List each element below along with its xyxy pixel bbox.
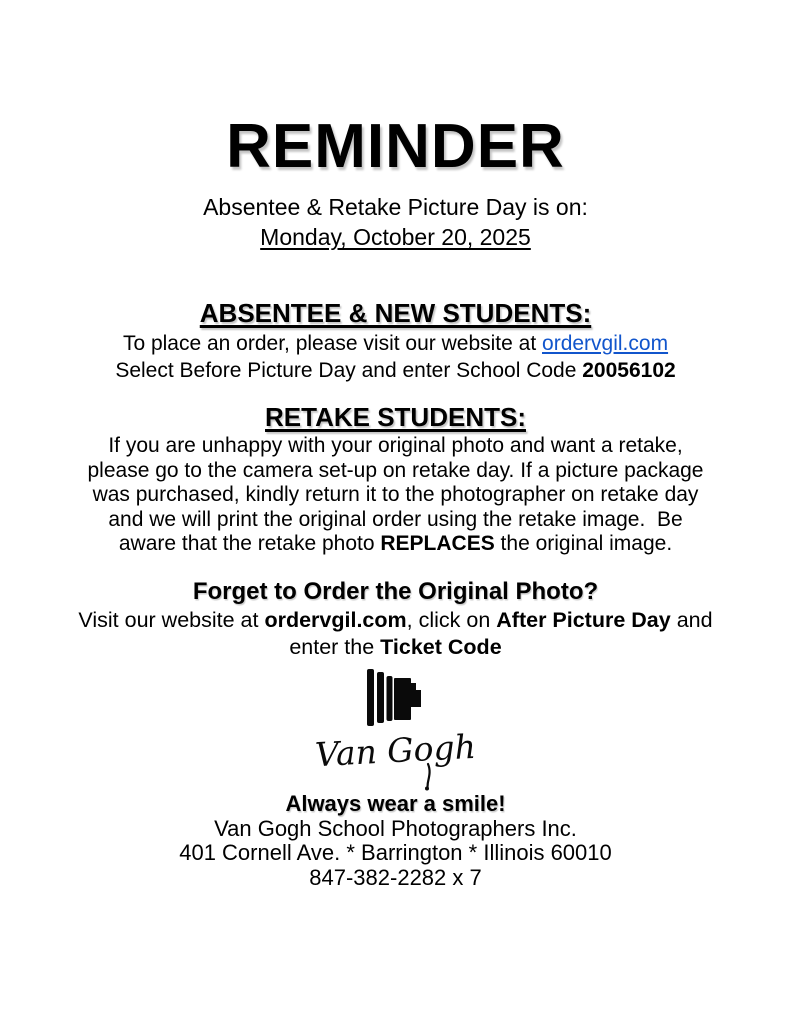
- van-gogh-logo: [0, 669, 791, 791]
- forget-line-2: [0, 634, 791, 661]
- ordervgil-link[interactable]: ordervgil.com: [542, 332, 669, 355]
- retake-last-post: the original image.: [494, 532, 673, 556]
- retake-line: If you are unhappy with your original photo and want a retake,: [108, 434, 683, 457]
- retake-line: please go to the camera set-up on retake day. If a picture package: [87, 458, 704, 482]
- after-picture-day-bold: After Picture Day: [496, 607, 671, 632]
- retake-line-last: [0, 532, 791, 557]
- forget-l2-seg1: enter the: [289, 634, 381, 659]
- replaces-emphasis: REPLACES: [380, 532, 495, 556]
- picture-day-date: Monday, October 20, 2025: [260, 224, 531, 250]
- absentee-line1-text: To place an order, please visit our website at: [122, 332, 543, 355]
- retake-last-pre: aware that the retake photo: [118, 532, 381, 556]
- absentee-line-1: [0, 330, 791, 357]
- retake-heading: RETAKE STUDENTS:: [265, 402, 526, 432]
- page-title: REMINDER: [226, 112, 565, 181]
- intro-block: [0, 192, 791, 252]
- tagline: Always wear a smile!: [285, 790, 506, 816]
- forget-l1-seg1: Visit our website at: [78, 607, 265, 632]
- logo-script-text: Van Gogh: [313, 726, 477, 775]
- forget-heading: Forget to Order the Original Photo?: [192, 577, 599, 605]
- company-address: 401 Cornell Ave. * Barrington * Illinois 60010: [179, 840, 612, 866]
- ticket-code-bold: Ticket Code: [380, 634, 502, 659]
- absentee-line2-text: Select Before Picture Day and enter School Code: [115, 359, 583, 382]
- retake-paragraph: [0, 434, 791, 557]
- absentee-line-2: [0, 357, 791, 384]
- retake-line: and we will print the original order using the retake image. Be: [108, 507, 683, 531]
- company-name: Van Gogh School Photographers Inc.: [214, 815, 577, 841]
- school-code: 20056102: [582, 359, 676, 382]
- van-gogh-camera-icon: [296, 669, 496, 791]
- retake-line: was purchased, kindly return it to the photographer on retake day: [92, 483, 699, 507]
- forget-l1-seg3: and: [670, 607, 713, 632]
- absentee-heading: ABSENTEE & NEW STUDENTS:: [199, 298, 592, 328]
- forget-line-1: [0, 607, 791, 634]
- company-phone: 847-382-2282 x 7: [309, 864, 482, 890]
- intro-line: Absentee & Retake Picture Day is on:: [203, 194, 588, 220]
- forget-l1-seg2: , click on: [406, 607, 497, 632]
- forget-site-bold: ordervgil.com: [264, 607, 407, 632]
